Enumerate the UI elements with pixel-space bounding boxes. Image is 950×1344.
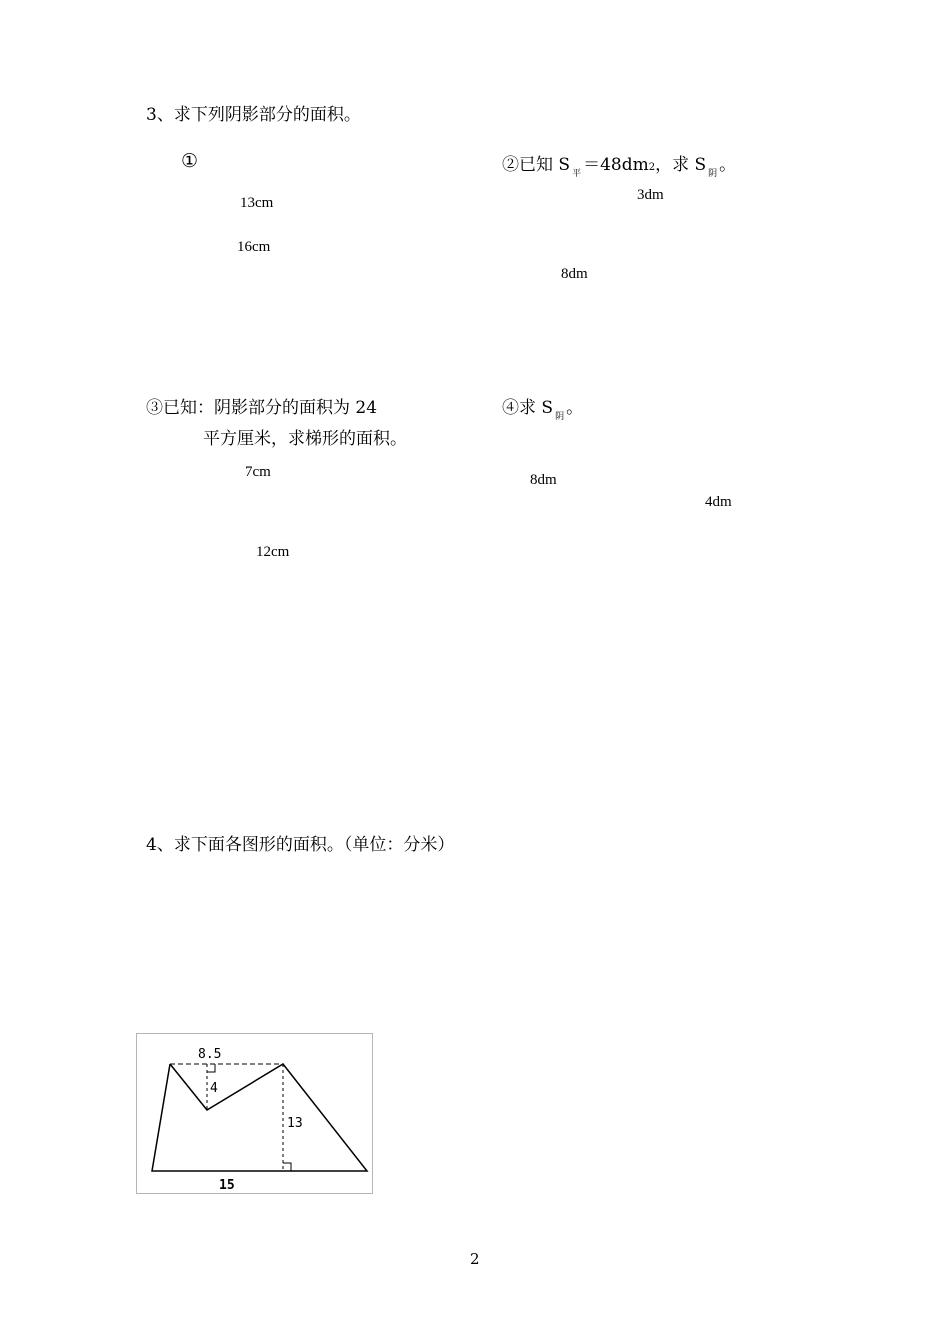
inner-right-angle-mark [207,1064,215,1072]
label-top-length: 8.5 [198,1047,222,1062]
problem-4-prefix: ④求 S [502,398,554,418]
problem-3-dimension-b: 12cm [256,544,290,560]
problem-2-statement [502,150,737,179]
problem-3-line-1: ③已知：阴影部分的面积为 24 [146,398,378,418]
problem-4-suffix: 。 [566,398,584,418]
page-number: 2 [470,1250,480,1268]
problem-2-subscript-parallelogram: 平 [572,169,582,179]
problem-2-dimension-a: 3dm [637,187,664,203]
figure-outline [152,1064,367,1171]
figure-drawing [137,1034,374,1195]
label-outer-height: 13 [287,1116,303,1131]
problem-3-dimension-a: 7cm [245,464,271,480]
problem-4-dimension-b: 4dm [705,494,732,510]
problem-2-mid2: ，求 S [655,155,707,175]
problem-2-prefix: ②已知 S [502,155,571,175]
problem-4-statement [502,393,584,422]
problem-4-subscript-shaded: 阴 [555,412,565,422]
label-inner-height: 4 [210,1081,218,1096]
problem-4-dimension-a: 8dm [530,472,557,488]
problem-1-marker: ① [181,150,199,172]
problem-2-subscript-shaded: 阴 [708,169,718,179]
question-3-title: 3、求下列阴影部分的面积。 [146,105,361,125]
problem-2-exponent: 2 [648,162,656,173]
label-base-length: 15 [219,1178,235,1193]
problem-2-mid: ＝48dm [583,155,649,175]
question-4-figure [136,1033,373,1194]
problem-3-line-2: 平方厘米，求梯形的面积。 [203,429,407,449]
question-4-title: 4、求下面各图形的面积。（单位：分米） [146,835,455,855]
problem-1-dimension-a: 13cm [240,195,274,211]
problem-1-dimension-b: 16cm [237,239,271,255]
base-right-angle-mark [283,1163,291,1171]
problem-2-dimension-b: 8dm [561,266,588,282]
problem-2-suffix: 。 [719,155,737,175]
